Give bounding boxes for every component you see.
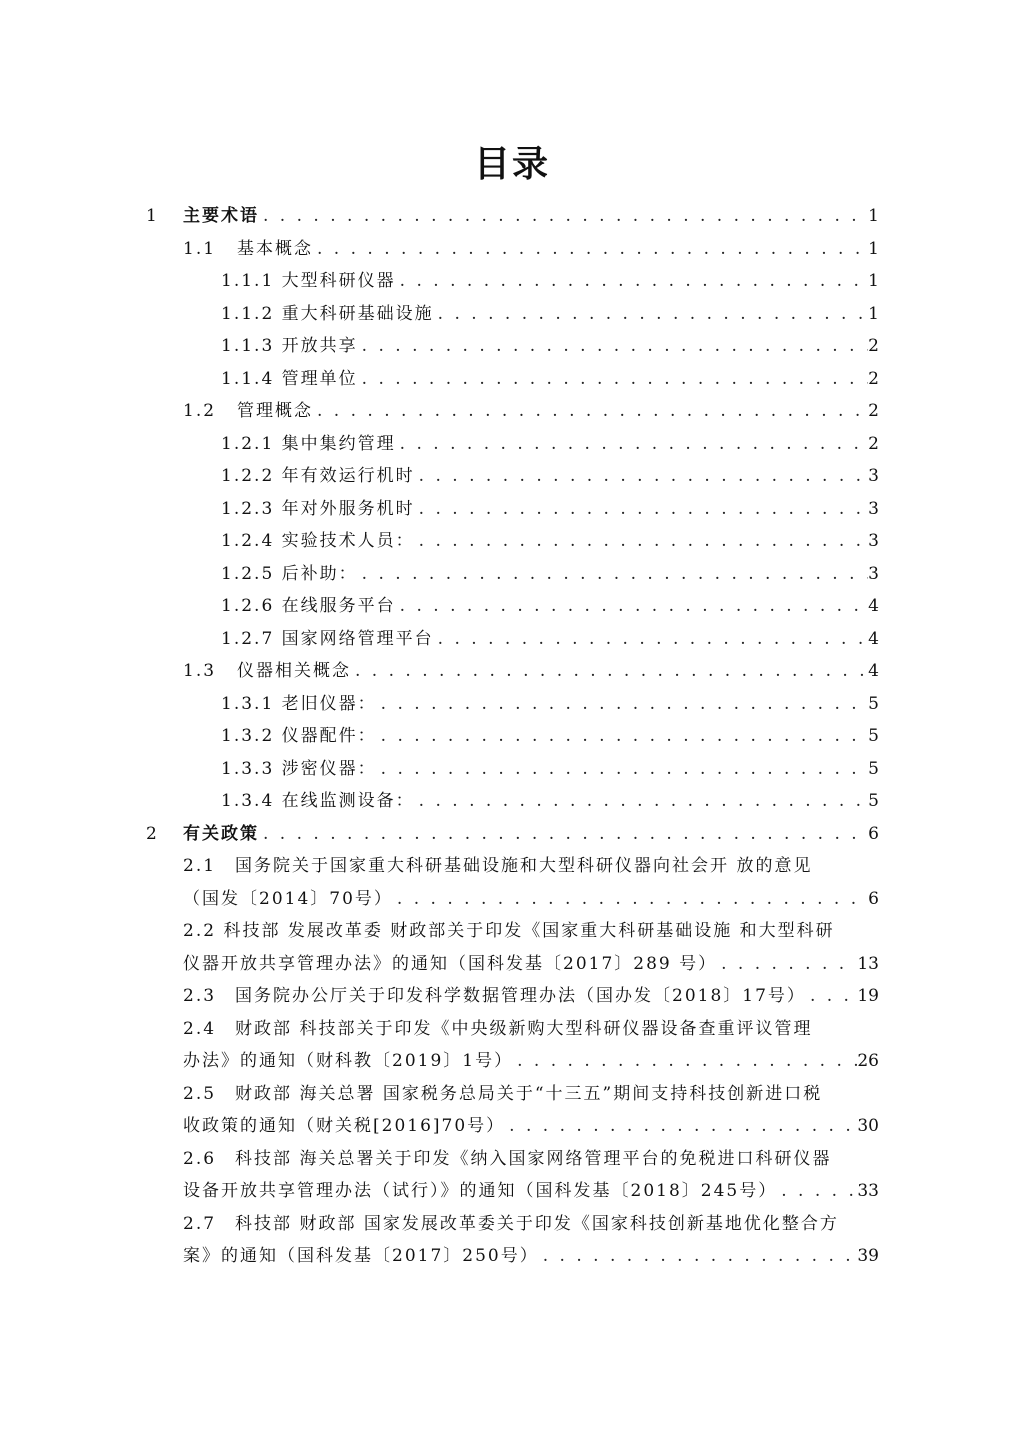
toc-entry-line[interactable]	[0, 1208, 1024, 1241]
toc-entry-line[interactable]	[0, 1175, 1024, 1208]
toc-entry-page: 3	[868, 531, 879, 551]
toc-entry-title-cont: 仪器开放共享管理办法》的通知（国科发基〔2017〕289 号）	[183, 953, 718, 974]
toc-entry-title: 2.1 国务院关于国家重大科研基础设施和大型科研仪器向社会开 放的意见	[183, 856, 813, 876]
toc-entry-title: 2.7 科技部 财政部 国家发展改革委关于印发《国家科技创新基地优化整合方	[183, 1213, 839, 1234]
toc-entry[interactable]	[0, 363, 1024, 396]
toc-entry[interactable]	[0, 623, 1024, 656]
toc-entry-line[interactable]	[0, 980, 1024, 1013]
dot-leader	[539, 1240, 858, 1273]
toc-entry[interactable]	[0, 493, 1024, 526]
toc-entry-number: 1.2	[183, 401, 217, 421]
toc-entry-line[interactable]	[0, 948, 1024, 981]
dot-leader	[377, 720, 869, 753]
toc-entry-title: 1.3.3 涉密仪器：	[221, 758, 377, 779]
toc-entry[interactable]	[0, 590, 1024, 623]
toc-entry-title: 1.2.7 国家网络管理平台	[221, 628, 434, 649]
toc-entry-page: 5	[868, 791, 879, 811]
dot-leader	[806, 980, 857, 1013]
toc-entry-title: 1.2.6 在线服务平台	[221, 596, 396, 616]
dot-leader	[259, 200, 868, 233]
toc-entry-title: 2.2 科技部 发展改革委 财政部关于印发《国家重大科研基础设施 和大型科研	[183, 921, 835, 941]
dot-leader	[358, 330, 869, 363]
toc-entry-title-cont: 设备开放共享管理办法（试行）》的通知（国科发基〔2018〕245号）	[183, 1181, 778, 1201]
toc-entry-number: 1.1	[183, 238, 217, 259]
dot-leader	[313, 395, 868, 428]
toc-entry-title: 1.2.1 集中集约管理	[221, 433, 396, 454]
dot-leader	[415, 785, 869, 818]
toc-entry[interactable]	[0, 395, 1024, 428]
toc-entry-page: 39	[857, 1246, 879, 1266]
dot-leader	[313, 233, 868, 266]
dot-leader	[358, 558, 869, 591]
dot-leader	[351, 655, 868, 688]
toc-entry-title-cont: 办法》的通知（财科教〔2019〕1号）	[183, 1051, 514, 1071]
toc-entry-line[interactable]	[0, 1078, 1024, 1111]
toc-entry[interactable]	[0, 525, 1024, 558]
toc-entry-page: 4	[868, 596, 879, 616]
toc-entry[interactable]	[0, 818, 1024, 851]
toc-entry[interactable]	[0, 785, 1024, 818]
toc-entry-page: 3	[868, 563, 879, 584]
toc-entry[interactable]	[0, 265, 1024, 298]
toc-entry-title: 管理概念	[237, 401, 313, 421]
toc-entry-page: 2	[868, 433, 879, 454]
dot-leader	[505, 1110, 857, 1143]
toc-entry-page: 4	[868, 628, 879, 649]
toc-entry-title: 1.2.4 实验技术人员：	[221, 531, 415, 551]
toc-entry-page: 26	[857, 1051, 879, 1071]
dot-leader	[396, 428, 869, 461]
toc-entry-page: 30	[857, 1116, 879, 1136]
toc-entry-page: 6	[868, 888, 879, 909]
dot-leader	[396, 590, 869, 623]
dot-leader	[415, 525, 869, 558]
toc-entry-title: 基本概念	[237, 238, 313, 259]
toc-entry-page: 5	[868, 726, 879, 746]
toc-entry-title: 1.3.4 在线监测设备：	[221, 791, 415, 811]
toc-entry[interactable]	[0, 460, 1024, 493]
page-title: 目录	[473, 144, 550, 185]
toc-entry-number: 1.3	[183, 661, 217, 681]
toc-entry-page: 3	[868, 466, 879, 486]
toc-entry-page: 2	[868, 368, 879, 389]
dot-leader	[415, 460, 869, 493]
toc-entry[interactable]	[0, 558, 1024, 591]
toc-entry-line[interactable]	[0, 1110, 1024, 1143]
toc-entry[interactable]	[0, 200, 1024, 233]
toc-entry-title-cont: 案》的通知（国科发基〔2017〕250号）	[183, 1246, 539, 1266]
toc-entry-page: 1	[868, 206, 879, 226]
toc-entry-title: 1.1.2 重大科研基础设施	[221, 303, 434, 324]
toc-entry-title: 1.1.3 开放共享	[221, 336, 358, 356]
toc-entry-line[interactable]	[0, 883, 1024, 916]
toc-entry-title: 1.1.1 大型科研仪器	[221, 271, 396, 291]
toc-entry-title: 2.6 科技部 海关总署关于印发《纳入国家网络管理平台的免税进口科研仪器	[183, 1148, 832, 1169]
toc-entry-page: 6	[868, 823, 879, 844]
toc-entry-page: 3	[868, 498, 879, 519]
toc-entry-page: 13	[857, 953, 879, 974]
toc-entry-title: 1.1.4 管理单位	[221, 368, 358, 389]
toc-entry-page: 33	[857, 1181, 879, 1201]
dot-leader	[434, 623, 869, 656]
toc-entry-title: 仪器相关概念	[237, 661, 351, 681]
dot-leader	[717, 948, 857, 981]
table-of-contents	[0, 200, 1024, 1273]
toc-entry[interactable]	[0, 753, 1024, 786]
dot-leader	[415, 493, 869, 526]
dot-leader	[377, 688, 869, 721]
toc-entry[interactable]	[0, 688, 1024, 721]
toc-entry-title: 2.5 财政部 海关总署 国家税务总局关于“十三五”期间支持科技创新进口税	[183, 1083, 823, 1104]
toc-entry-line[interactable]	[0, 850, 1024, 883]
toc-entry-page: 1	[868, 238, 879, 259]
toc-entry-page: 2	[868, 336, 879, 356]
toc-entry-title-cont: （国发〔2014〕70号）	[183, 888, 393, 909]
dot-leader	[259, 818, 868, 851]
toc-entry-page: 2	[868, 401, 879, 421]
toc-entry[interactable]	[0, 330, 1024, 363]
toc-entry-page: 4	[868, 661, 879, 681]
toc-entry-line[interactable]	[0, 1240, 1024, 1273]
toc-entry-page: 19	[857, 986, 879, 1006]
dot-leader	[358, 363, 869, 396]
toc-entry-number: 2	[146, 823, 159, 844]
toc-entry-number: 1	[146, 206, 159, 226]
toc-entry-page: 5	[868, 693, 879, 714]
toc-entry[interactable]	[0, 720, 1024, 753]
dot-leader	[377, 753, 869, 786]
toc-entry-title: 2.3 国务院办公厅关于印发科学数据管理办法（国办发〔2018〕17号）	[183, 986, 806, 1006]
dot-leader	[393, 883, 868, 916]
toc-entry-line[interactable]	[0, 915, 1024, 948]
toc-entry-line[interactable]	[0, 1013, 1024, 1046]
toc-entry-title: 1.2.5 后补助：	[221, 563, 358, 584]
dot-leader	[434, 298, 869, 331]
toc-entry-line[interactable]	[0, 1143, 1024, 1176]
toc-entry[interactable]	[0, 298, 1024, 331]
toc-entry-line[interactable]	[0, 1045, 1024, 1078]
toc-entry[interactable]	[0, 655, 1024, 688]
toc-entry[interactable]	[0, 428, 1024, 461]
toc-entry-title: 主要术语	[183, 206, 259, 226]
dot-leader	[777, 1175, 857, 1208]
dot-leader	[513, 1045, 857, 1078]
dot-leader	[396, 265, 869, 298]
toc-entry-title-cont: 收政策的通知（财关税[2016]70号）	[183, 1116, 506, 1136]
toc-entry-page: 5	[868, 758, 879, 779]
toc-entry-page: 1	[868, 303, 879, 324]
toc-entry-title: 有关政策	[183, 823, 259, 844]
toc-entry[interactable]	[0, 233, 1024, 266]
toc-entry-title: 2.4 财政部 科技部关于印发《中央级新购大型科研仪器设备查重评议管理	[183, 1018, 813, 1039]
toc-entry-title: 1.2.2 年有效运行机时	[221, 466, 415, 486]
toc-entry-page: 1	[868, 271, 879, 291]
toc-entry-title: 1.2.3 年对外服务机时	[221, 498, 415, 519]
toc-entry-title: 1.3.2 仪器配件：	[221, 726, 377, 746]
toc-entry-title: 1.3.1 老旧仪器：	[221, 693, 377, 714]
